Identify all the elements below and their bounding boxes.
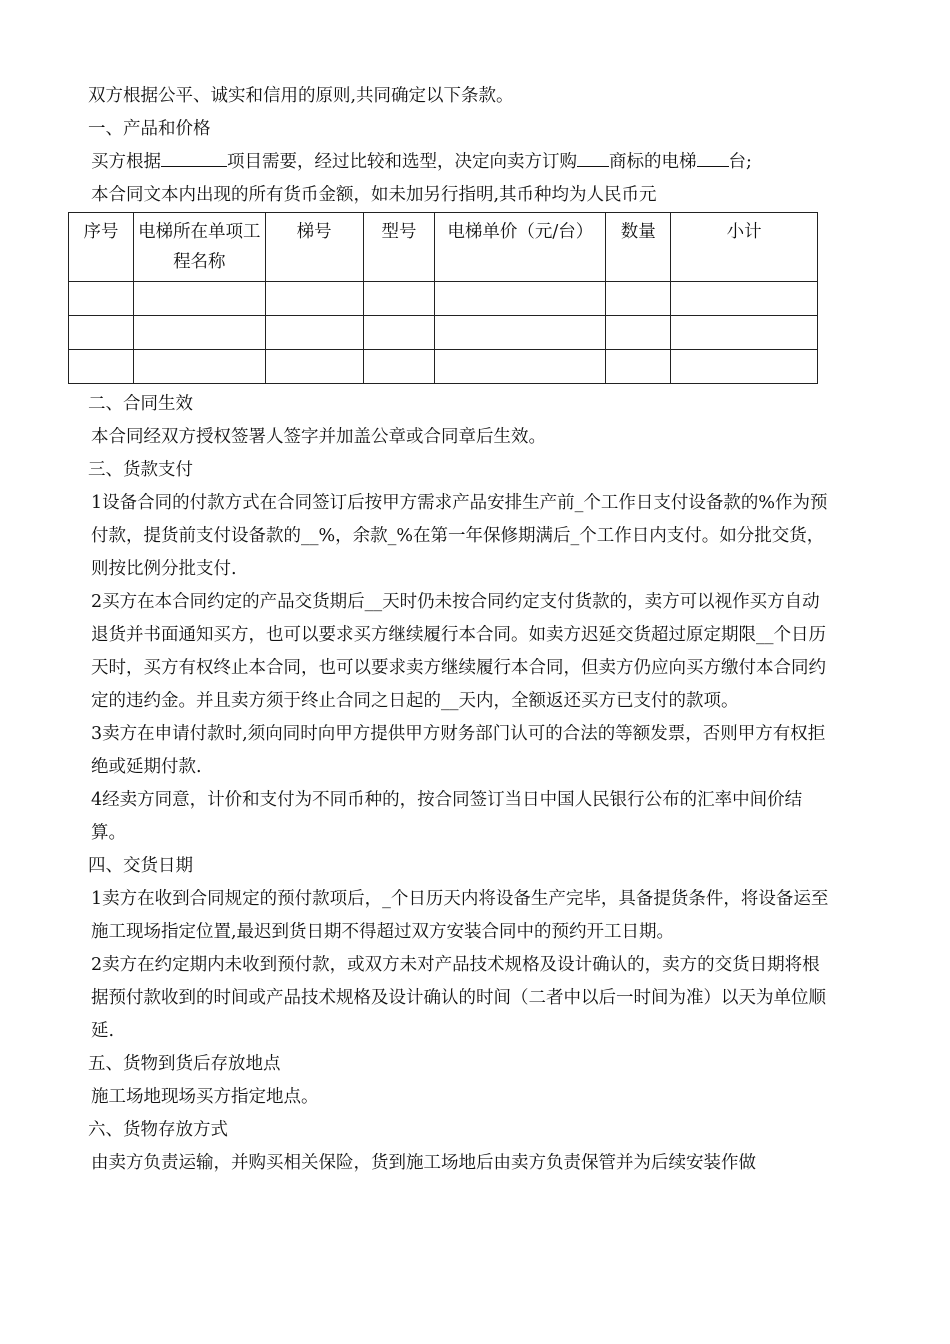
elevator-table — [68, 212, 818, 384]
table-cell[interactable] — [435, 282, 606, 316]
section-2-body: 本合同经双方授权签署人签字并加盖公章或合同章后生效。 — [91, 427, 546, 447]
section-4-clause-2: 2卖方在约定期内未收到预付款，或双方未对产品技术规格及设计确认的，卖方的交货日期将根据预付款收到的时间或产品技术规格及设计确认的时间（二者中以后一时间为准）以天为单位顺延. — [91, 955, 826, 1041]
table-header-cell: 电梯单价（元/台） — [435, 213, 606, 282]
table-cell[interactable] — [69, 282, 134, 316]
table-cell[interactable] — [671, 282, 818, 316]
blank-brand — [577, 166, 609, 167]
table-cell[interactable] — [363, 350, 435, 384]
table-cell[interactable] — [265, 282, 363, 316]
document-page — [83, 80, 830, 1180]
table-row — [69, 282, 818, 316]
table-row — [69, 316, 818, 350]
table-cell[interactable] — [133, 316, 265, 350]
table-row — [69, 350, 818, 384]
table-cell[interactable] — [435, 350, 606, 384]
table-cell[interactable] — [671, 350, 818, 384]
section-3-clause-4: 4经卖方同意，计价和支付为不同币种的，按合同签订当日中国人民银行公布的汇率中间价结算。 — [91, 790, 803, 843]
table-cell[interactable] — [435, 316, 606, 350]
section-3-clause-2: 2买方在本合同约定的产品交货期后__天时仍未按合同约定支付货款的，卖方可以视作买方自动退货并书面通知买方，也可以要求买方继续履行本合同。如卖方迟延交货超过原定期限__个日历天时，买方有权终止本合同，也可以要求卖方继续履行本合同，但卖方仍应向买方缴付本合同约定的违约金。并且卖方须于终止合同之日起的__天内，全额返还买方已支付的款项。 — [91, 592, 826, 711]
text-segment: 买方根据 — [91, 152, 161, 172]
table-cell[interactable] — [606, 350, 671, 384]
section-1-line-1 — [88, 146, 830, 179]
section-2-title: 二、合同生效 — [88, 394, 193, 414]
section-4-title: 四、交货日期 — [88, 856, 193, 876]
blank-quantity — [697, 166, 729, 167]
table-cell[interactable] — [606, 316, 671, 350]
table-cell[interactable] — [265, 316, 363, 350]
table-header-cell: 型号 — [363, 213, 435, 282]
table-header-cell: 梯号 — [265, 213, 363, 282]
section-6-title: 六、货物存放方式 — [88, 1120, 228, 1140]
section-3-title: 三、货款支付 — [88, 460, 193, 480]
table-header-row — [69, 213, 818, 282]
section-4-clause-1: 1卖方在收到合同规定的预付款项后，_个日历天内将设备生产完毕，具备提货条件，将设备运至施工现场指定位置,最迟到货日期不得超过双方安装合同中的预约开工日期。 — [91, 889, 829, 942]
section-3-clause-1: 1设备合同的付款方式在合同签订后按甲方需求产品安排生产前_个工作日支付设备款的%作为预付款，提货前支付设备款的__%，余款_%在第一年保修期满后_个工作日内支付。如分批交货，则按比例分批支付. — [91, 493, 828, 579]
section-1-line-2: 本合同文本内出现的所有货币金额，如未加另行指明,其币种均为人民币元 — [91, 185, 657, 205]
table-header-cell: 电梯所在单项工程名称 — [133, 213, 265, 282]
section-5-title: 五、货物到货后存放地点 — [88, 1054, 281, 1074]
section-1-title: 一、产品和价格 — [88, 119, 211, 139]
intro-text: 双方根据公平、诚实和信用的原则,共同确定以下条款。 — [88, 86, 514, 106]
table-cell[interactable] — [265, 350, 363, 384]
section-6-body: 由卖方负责运输，并购买相关保险，货到施工场地后由卖方负责保管并为后续安装作做 — [91, 1153, 756, 1173]
table-cell[interactable] — [133, 282, 265, 316]
table-cell[interactable] — [69, 316, 134, 350]
section-3-clause-3: 3卖方在申请付款时,须向同时向甲方提供甲方财务部门认可的合法的等额发票，否则甲方有权拒绝或延期付款. — [91, 724, 826, 777]
text-segment: 项目需要，经过比较和选型，决定向卖方订购 — [227, 152, 577, 172]
table-cell[interactable] — [606, 282, 671, 316]
blank-project — [161, 166, 227, 167]
table-header-cell: 小计 — [671, 213, 818, 282]
text-segment: 台; — [728, 152, 752, 172]
table-header-cell: 数量 — [606, 213, 671, 282]
table-header-cell: 序号 — [69, 213, 134, 282]
table-cell[interactable] — [133, 350, 265, 384]
section-5-body: 施工场地现场买方指定地点。 — [91, 1087, 319, 1107]
table-cell[interactable] — [671, 316, 818, 350]
text-segment: 商标的电梯 — [609, 152, 697, 172]
table-cell[interactable] — [363, 316, 435, 350]
table-cell[interactable] — [363, 282, 435, 316]
table-cell[interactable] — [69, 350, 134, 384]
